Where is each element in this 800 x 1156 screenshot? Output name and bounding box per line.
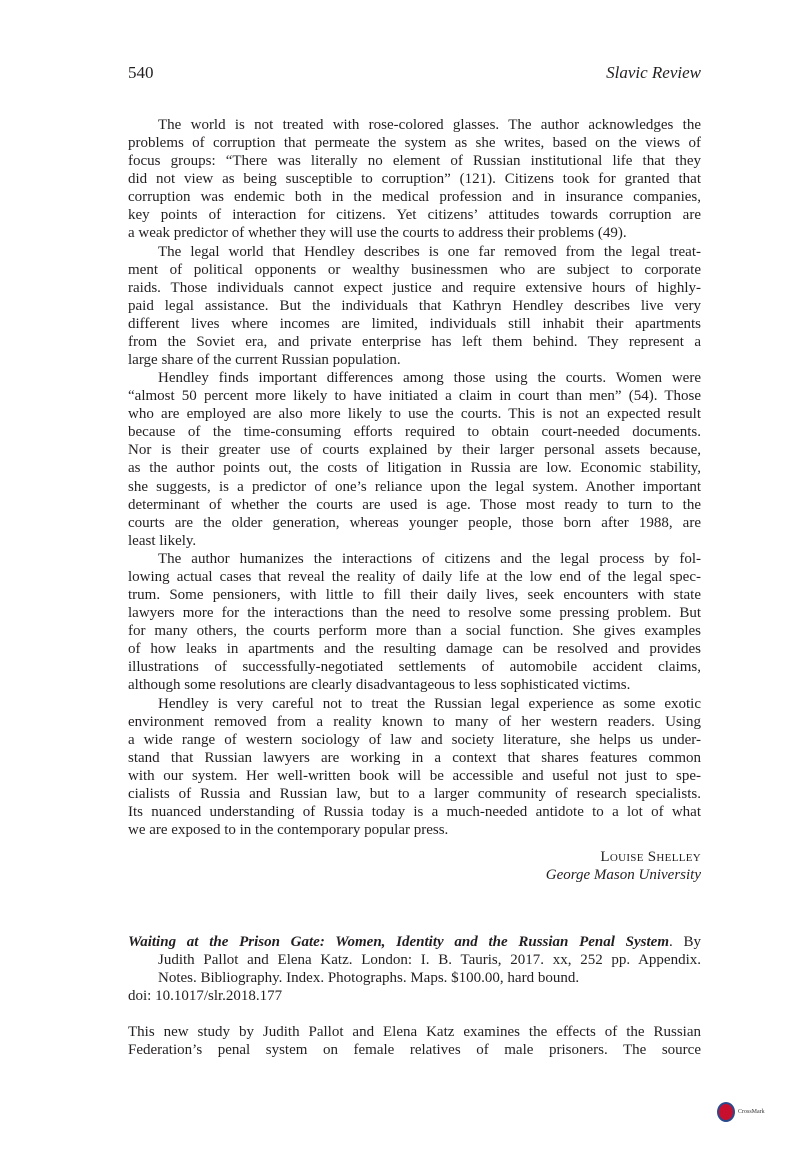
paragraph-line: paid legal assistance. But the individuals that Kathryn Hendley describes live very [128,297,701,314]
paragraph-line: large share of the current Russian population. [128,352,401,369]
citation-line [128,933,701,951]
paragraph-line: a weak predictor of whether they will use the courts to address their problems (49). [128,225,627,242]
paragraph-line: This new study by Judith Pallot and Elena Katz examines the effects of the Russian [128,1024,701,1040]
paragraph-line: “almost 50 percent more likely to have initiated a claim in court than men” (54). Those [128,388,701,405]
paragraph-line: corruption was endemic both in the medical profession and in insurance companies, [128,189,701,206]
book-citation [128,933,701,1005]
paragraph-line: a wide range of western sociology of law and society literature, she helps us under- [128,731,701,748]
paragraph-line: cialists of Russia and Russian law, but to a larger community of research specialists. [128,785,701,802]
paragraph-line: as the author points out, the costs of litigation in Russia are low. Economic stability, [128,460,701,477]
paragraph-line: Its nuanced understanding of Russia today is a much-needed antidote to a lot of what [128,803,701,820]
paragraph-line: for many others, the courts perform more than a social function. She gives examples [128,623,701,640]
paragraph-line: although some resolutions are clearly disadvantageous to less sophisticated victims. [128,677,631,694]
paragraph-line: from the Soviet era, and private enterprise has left them behind. They represent a [128,333,701,350]
paragraph-line: because of the time-consuming efforts required to obtain court-needed documents. [128,424,701,441]
paragraph-line: The legal world that Hendley describes is one far removed from the legal treat- [158,243,701,260]
review-body [128,116,701,839]
paragraph-line: courts are the older generation, whereas younger people, those born after 1988, are [128,514,701,531]
paragraph-line: of how leaks in apartments and the resulting damage can be resolved and provides [128,641,701,658]
paragraph-line: raids. Those individuals cannot expect justice and require extensive hours of highly- [128,279,701,296]
paragraph-line: did not view as being susceptible to corruption” (121). Citizens took for granted that [128,171,701,188]
citation-by: . By [669,934,701,950]
paragraph-line: key points of interaction for citizens. Yet citizens’ attitudes towards corruption are [128,207,701,224]
crossmark-label: CrossMark [738,1109,765,1115]
paragraph-line: with our system. Her well-written book will be accessible and useful not just to spe- [128,767,701,784]
paragraph-line: problems of corruption that permeate the system as she writes, based on the views of [128,135,701,152]
journal-title: Slavic Review [606,63,701,82]
paragraph-line: The author humanizes the interactions of citizens and the legal process by fol- [158,550,701,567]
paragraph-line: illustrations of successfully-negotiated settlements of automobile accident claims, [128,659,701,676]
crossmark-icon [717,1102,735,1122]
citation-line: Judith Pallot and Elena Katz. London: I. B. Tauris, 2017. xx, 252 pp. Appendix. [158,952,701,969]
reviewer-name: Louise Shelley [600,849,701,865]
book-title: Waiting at the Prison Gate: Women, Identity and the Russian Penal System [128,934,669,950]
paragraph-line: focus groups: “There was literally no element of Russian institutional life that they [128,153,701,170]
paragraph-line: Federation’s penal system on female relatives of male prisoners. The source [128,1042,701,1059]
paragraph-line: who are employed are also more likely to use the courts. This is not an expected result [128,406,701,423]
reviewer-affiliation: George Mason University [545,867,701,883]
paragraph-line: Hendley is very careful not to treat the Russian legal experience as some exotic [158,695,701,712]
paragraph-line: trum. Some pensioners, with little to fill their daily lives, seek encounters with state [128,587,701,604]
paragraph-line: ment of political opponents or wealthy businessmen who are subject to corporate [128,261,701,278]
paragraph-line: we are exposed to in the contemporary popular press. [128,822,449,839]
paragraph-line: Nor is their greater use of courts explained by their larger personal assets because, [128,442,701,459]
paragraph-line: Hendley finds important differences among those using the courts. Women were [158,370,701,387]
paragraph-line: lawyers more for the interactions than the need to resolve some pressing problem. But [128,605,701,622]
paragraph-line: she suggests, is a predictor of one’s reliance upon the legal system. Another important [128,478,701,495]
page-number: 540 [128,63,154,82]
paragraph-line: least likely. [128,532,197,549]
paragraph-line: stand that Russian lawyers are working in a context that shares features common [128,749,701,766]
paragraph-line: The world is not treated with rose-colored glasses. The author acknowledges the [158,117,701,133]
paragraph-line: environment removed from a reality known to many of her western readers. Using [128,713,701,730]
next-review-body [128,1023,701,1059]
paragraph-line: lowing actual cases that reveal the reality of daily life at the low end of the legal spec- [128,568,701,585]
paragraph-line: determinant of whether the courts are used is age. Those most ready to turn to the [128,496,701,513]
citation-line: Notes. Bibliography. Index. Photographs. Maps. $100.00, hard bound. [158,970,580,987]
crossmark-badge[interactable] [717,1102,765,1122]
doi-link[interactable]: doi: 10.1017/slr.2018.177 [128,988,283,1005]
paragraph-line: different lives where incomes are limited, individuals still inhabit their apartments [128,315,701,332]
